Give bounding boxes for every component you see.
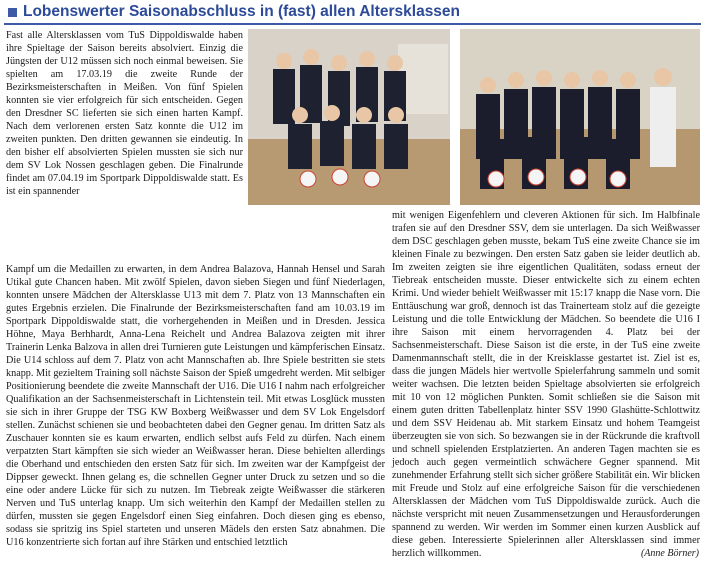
headline-text: Lobenswerter Saisonabschluss in (fast) allen Altersklassen [23, 3, 461, 20]
headline-square-icon [8, 8, 17, 17]
team-photo-u16 [460, 29, 700, 205]
main-column [6, 263, 385, 549]
headline [6, 2, 700, 22]
right-column [392, 209, 700, 560]
headline-rule [4, 23, 701, 25]
intro-column [6, 29, 243, 198]
intro-paragraph: Fast alle Altersklassen vom TuS Dippoldiswalde haben ihre Spieltage der Saison bereits absolviert. Einzig die Jüngsten der U12 müssen sich noch einmal beweisen. Sie spielten am 17.03.19 die zweite Runde der Bezirksmeisterschaften in Meißen. Von fünf Spielen konnten sie vier erfolgreich für sich entscheiden. Gegen den Dresdner SC lieferten sie sich einen harten Kampf. Nach dem verlorenen ersten Satz konnte die U12 im zweiten punkten. Den dritten gewannen sie eindeutig. In den bisher elf absolvierten Spielen mussten sie sich nur dem SV Lok Nossen geschlagen geben. Die Finalrunde findet am 07.04.19 im Sportpark Dippoldiswalde statt. Es ist ein spannender [6, 30, 243, 197]
author-credit: (Anne Börner) [640, 548, 699, 559]
right-paragraph: mit wenigen Eigenfehlern und cleveren Aktionen für sich. Im Halbfinale trafen sie auf den Dresdner SSV, dem sie unterlagen. Da sich Weißwasser dem DSC geschlagen geben musste, bekam TuS eine zweite Chance sie im kleinen Finale zu bezwingen. Den ersten Satz gaben sie leider deutlich ab. Im zweiten zeigten sie ihre eigentlichen Qualitäten, sodass erneut der Tiebreak entscheiden musste. Dieser entwickelte sich zu einem echten Krimi. Und wieder behielt Weißwasser mit 15:17 knapp die Nase vorn. Die Enttäuschung war groß, dennoch ist das Trainerteam stolz auf die gezeigte Leistung und die tolle Entwicklung der Mädchen. So beendete die U16 I ihre Saison mit einem hervorragenden 4. Platz bei der Sachsenmeisterschaft. Diese Saison ist die erste, in der TuS eine zweite Damenmannschaft stellt, die in der Kreisklasse gestartet ist. Ziel ist es, dass die jungen Mädels hier wertvolle Spielerfahrung sammeln und somit weiter wachsen. Die letzten beiden Spieltage absolvierten sie erfolgreich mit 10 von 12 möglichen Punkten. Somit schließen sie die Saison mit einem guten dritten Tabellenplatz hinter SSV 1990 Glashütte-Schlottwitz und dem SSV Heidenau ab. Mit starkem Einsatz und hohem Teamgeist überzeugten sie von sich. So bezwangen sie in der Rückrunde die kraftvoll und schnell spielenden Erstplatzierten. An anderen Tagen machten sie es jedoch auch gegen vermeintlich schwächere Gegner spannend. Mit zunehmender Erfahrung stellt sich sicher größere Stabilität ein. Wir blicken mit Freude und Stolz auf eine erfolgreiche Saison für die verschiedenen Altersklassen der Mädchen vom TuS Dippoldiswalde zurück. Auch die nächste verspricht mit neuen Zusammensetzungen und Herausforderungen spannend zu werden. Wir werden im Sommer einen kurzen Ausblick auf diese geben. Interessierte Spielerinnen aller Altersklassen sind immer herzlich willkommen. [392, 210, 700, 559]
main-paragraph: Kampf um die Medaillen zu erwarten, in dem Andrea Balazova, Hannah Hensel und Sarah Utikal gute Chancen haben. Mit zwölf Spielen, davon sieben Siegen und fünf Niederlagen, konnten unsere Mädchen der Altersklasse U13 mit dem 7. Platz von 13 Mannschaften ein gutes Ergebnis erzielen. Die Finalrunde der Bezirksmeisterschaften fand am 10.03.19 im Sportpark Dippoldiswalde statt, die vorhergehenden in Meißen und in Dresden. Jessica Höhne, Maya Berhhardt, Anna-Lena Reichelt und Andrea Balazova zeigten mit ihrer Trainerin Lenka Balzova in allen drei Turnieren gute Leistungen und kämpferischen Einsatz. Die U14 schloss auf dem 7. Platz von acht Mannschaften ab. Ihre Spiele bestritten sie stets knapp. Mit gezieltem Training soll nächste Saison der Spieß umgedreht werden. Mit selbiger Positionierung beendete die zweite Mannschaft der U16. Die U16 I nahm nach erfolgreicher Qualifikation an der Sachsenmeisterschaft in Lichtenstein teil. Mit etwas Losglück mussten sie sich in ihrer Gruppe der TSG KW Boxberg Weißwasser und dem SV Lok Engelsdorf stellen. Zunächst schienen sie und beobachteten dabei den Gegner genau. Im dritten Satz als Zuschauer konnten sie es kaum erwarten, endlich selbst aufs Feld zu dürfen. Nach einem verpatzten Start kämpften sie sich wieder an Weißwasser heran. Diese behielten allerdings die Oberhand und entschieden den ersten Satz für sich. Im zweiten war der Kampfgeist der Dippser geweckt. Ihnen gelang es, die schnellen Gegner unter Druck zu setzen und so die eine oder andere Lücke für sich zu nutzen. Im Tiebreak zeigte Weißwasser die stärkeren Nerven und TuS unterlag knapp. Um sich weiterhin den Kampf der Medaillen stellen zu dürfen, mussten sie gegen Engelsdorf einen Sieg einfahren. Doch diesen ging es ebenso, sodass sie spritzig ins Spiel starteten und unseren Mädels den ersten Satz abnahmen. Die U16 konzentrierte sich fortan auf ihre Stärken und entschied letztlich [6, 264, 385, 548]
team-photo-u13 [248, 29, 450, 205]
